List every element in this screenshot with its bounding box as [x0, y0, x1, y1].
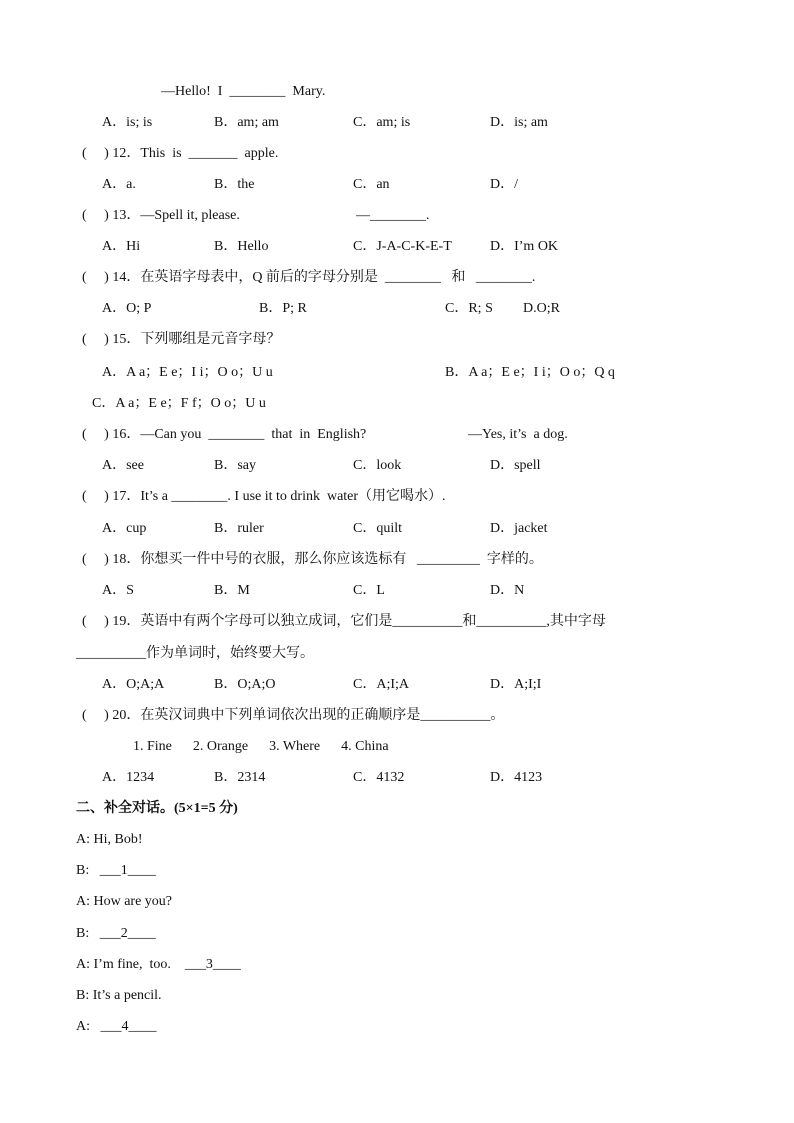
option-b: B．say [214, 458, 256, 473]
question-16-reply: —Yes, it’s a dog. [468, 427, 568, 442]
option-c: C．A a；E e；F f；O o；U u [92, 396, 266, 411]
option-a: A．is; is [102, 115, 153, 130]
option-d: D．/ [490, 177, 518, 192]
dialog-line: B: ___1____ [76, 863, 156, 878]
option-d: D．is; am [490, 115, 548, 130]
option-c: C．look [353, 458, 402, 473]
option-d: D．4123 [490, 770, 543, 785]
option-c: C．J-A-C-K-E-T [353, 239, 452, 254]
question-16: ( ) 16．—Can you ________ that in English? [82, 427, 367, 442]
option-b: B．am; am [214, 115, 279, 130]
option-c: C．A;I;A [353, 677, 409, 692]
option-a: A．Hi [102, 239, 141, 254]
option-d: D．jacket [490, 521, 548, 536]
option-c: C．L [353, 583, 385, 598]
dialog-line: B: It’s a pencil. [76, 988, 162, 1003]
question-20: ( ) 20．在英汉词典中下列单词依次出现的正确顺序是__________。 [82, 708, 505, 723]
word-list: 1. Fine 2. Orange 3. Where 4. China [133, 739, 389, 754]
option-d: D.O;R [523, 301, 560, 316]
option-c: C．R; S [445, 301, 493, 316]
option-d: D．A;I;I [490, 677, 542, 692]
option-b: B．2314 [214, 770, 266, 785]
question-18: ( ) 18．你想买一件中号的衣服，那么你应该选标有 _________ 字样的。 [82, 552, 543, 567]
question-12: ( ) 12．This is _______ apple. [82, 146, 279, 161]
option-a: A．cup [102, 521, 147, 536]
question-14: ( ) 14．在英语字母表中，Q 前后的字母分别是 ________ 和 ________. [82, 270, 536, 285]
dialog-line: A: Hi, Bob! [76, 832, 143, 847]
question-19: ( ) 19．英语中有两个字母可以独立成词，它们是__________和__________,其中字母 [82, 614, 606, 629]
option-d: D．I’m OK [490, 239, 559, 254]
option-a: A．a. [102, 177, 136, 192]
option-c: C．am; is [353, 115, 411, 130]
option-d: D．N [490, 583, 525, 598]
option-a: A．A a；E e；I i；O o；U u [102, 365, 273, 380]
option-a: A．O;A;A [102, 677, 165, 692]
option-c: C．4132 [353, 770, 405, 785]
dialog-line: A: How are you? [76, 894, 173, 909]
option-c: C．an [353, 177, 390, 192]
option-a: A．1234 [102, 770, 155, 785]
dialog-line: B: ___2____ [76, 926, 156, 941]
question-15: ( ) 15．下列哪组是元音字母？ [82, 332, 281, 347]
dialog-line: A: ___4____ [76, 1019, 157, 1034]
dialog-line: —Hello! I ________ Mary. [161, 84, 326, 99]
option-b: B．M [214, 583, 250, 598]
option-b: B．O;A;O [214, 677, 276, 692]
option-a: A．S [102, 583, 134, 598]
option-d: D．spell [490, 458, 541, 473]
section-title: 二、补全对话。(5×1=5 分) [76, 801, 238, 816]
dialog-line: A: I’m fine, too. ___3____ [76, 957, 241, 972]
question-13: ( ) 13．—Spell it, please. [82, 208, 240, 223]
option-b: B．the [214, 177, 255, 192]
option-b: B．Hello [214, 239, 269, 254]
option-b: B．ruler [214, 521, 264, 536]
option-b: B．P; R [259, 301, 307, 316]
option-b: B．A a；E e；I i；O o；Q q [445, 365, 615, 380]
question-19-continued: __________作为单词时，始终要大写。 [76, 646, 314, 661]
option-c: C．quilt [353, 521, 403, 536]
option-a: A．see [102, 458, 144, 473]
option-a: A．O; P [102, 301, 152, 316]
question-17: ( ) 17．It’s a ________. I use it to drink water（用它喝水）. [82, 489, 446, 504]
question-13-reply: —________. [356, 208, 430, 223]
